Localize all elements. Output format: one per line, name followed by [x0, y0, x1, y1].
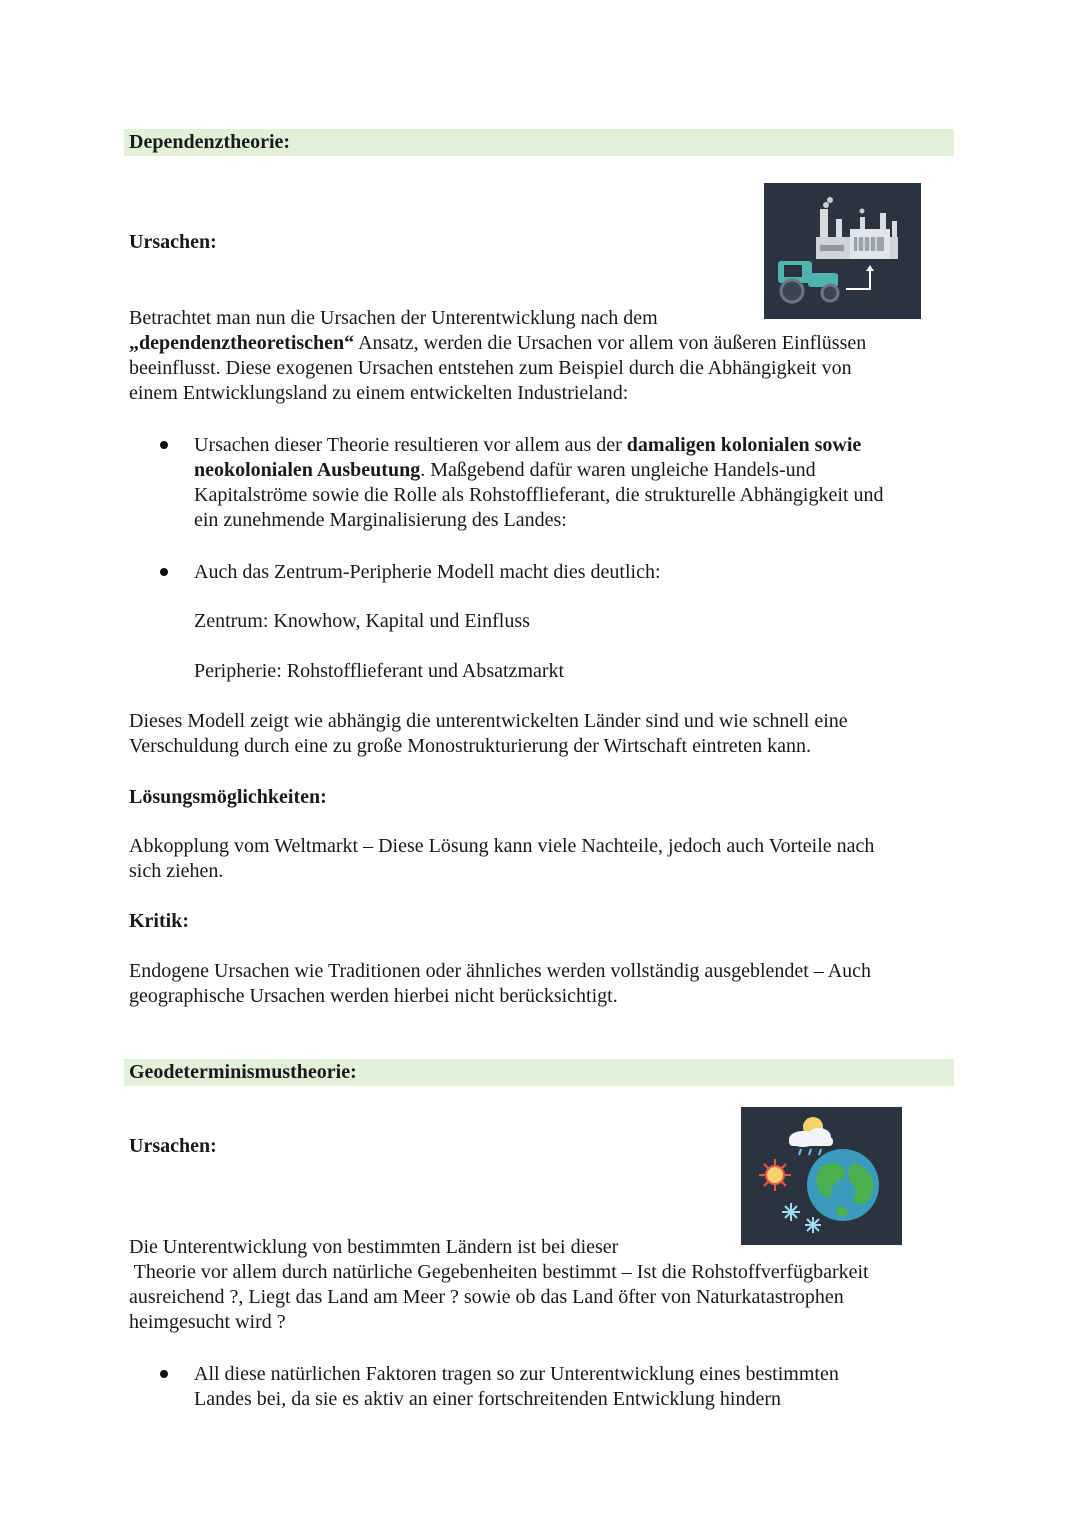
- peripherie-text: Peripherie: Rohstofflieferant und Absatzmarkt: [194, 660, 565, 682]
- loesung-line-1: Abkopplung vom Weltmarkt – Diese Lösung kann viele Nachteile, jedoch auch Vorteile nach: [129, 835, 875, 857]
- bullet1-line-2: [194, 458, 964, 483]
- bullet1-line-2-bold: neokolonialen Ausbeutung: [194, 459, 421, 481]
- intro2-line-3: ausreichend ?, Liegt das Land am Meer ? sowie ob das Land öfter von Naturkatastrophen: [129, 1286, 844, 1308]
- intro-line-2-rest: Ansatz, werden die Ursachen vor allem von äußeren Einflüssen: [354, 332, 867, 354]
- bullet1-line-4: ein zunehmende Marginalisierung des Landes:: [194, 509, 567, 531]
- intro-line-1: Betrachtet man nun die Ursachen der Unterentwicklung nach dem: [129, 307, 658, 329]
- bullet1-line-2-rest: . Maßgebend dafür waren ungleiche Handels-und: [420, 459, 816, 481]
- section-title: Dependenztheorie:: [129, 131, 291, 153]
- bullet-dot: [160, 1370, 168, 1378]
- ursachen-heading: Ursachen:: [129, 1135, 217, 1157]
- factory-tractor-icon: [764, 183, 921, 319]
- kritik-line-2: geographische Ursachen werden hierbei nicht berücksichtigt.: [129, 985, 618, 1007]
- section-heading-geodeterminismustheorie: [124, 1059, 954, 1086]
- bullet1-line-1-bold: damaligen kolonialen sowie: [626, 434, 862, 456]
- loesung-line-2: sich ziehen.: [129, 860, 224, 882]
- intro-line-4: einem Entwicklungsland zu einem entwickelten Industrieland:: [129, 382, 629, 404]
- intro-line-3: beeinflusst. Diese exogenen Ursachen entstehen zum Beispiel durch die Abhängigkeit von: [129, 357, 852, 379]
- kritik-heading: Kritik:: [129, 910, 189, 932]
- bullet-dot: [160, 568, 168, 576]
- kritik-line-1: Endogene Ursachen wie Traditionen oder ähnliches werden vollständig ausgeblendet – Auch: [129, 960, 872, 982]
- bullet1-line-1-pre: Ursachen dieser Theorie resultieren vor allem aus der: [194, 434, 627, 456]
- loesung-heading: Lösungsmöglichkeiten:: [129, 786, 327, 808]
- globe-weather-icon: [741, 1107, 902, 1245]
- bullet3-line-2: Landes bei, da sie es aktiv an einer fortschreitenden Entwicklung hindern: [194, 1388, 782, 1410]
- bullet1-line-3: Kapitalströme sowie die Rolle als Rohstofflieferant, die strukturelle Abhängigkeit und: [194, 484, 884, 506]
- zentrum-text: Zentrum: Knowhow, Kapital und Einfluss: [194, 610, 530, 632]
- bold-term: „dependenztheoretischen“: [129, 332, 355, 354]
- section-heading-dependenztheorie: [124, 129, 954, 156]
- bullet1-line-1: [194, 433, 964, 458]
- modell-line-1: Dieses Modell zeigt wie abhängig die unterentwickelten Länder sind und wie schnell eine: [129, 710, 848, 732]
- bullet3-line-1: All diese natürlichen Faktoren tragen so zur Unterentwicklung eines bestimmten: [194, 1363, 839, 1385]
- intro2-line-4: heimgesucht wird ?: [129, 1311, 286, 1333]
- bullet-dot: [160, 441, 168, 449]
- intro-line-2: [129, 331, 959, 356]
- modell-line-2: Verschuldung durch eine zu große Monostrukturierung der Wirtschaft eintreten kann.: [129, 735, 811, 757]
- intro2-line-1: Die Unterentwicklung von bestimmten Ländern ist bei dieser: [129, 1236, 619, 1258]
- ursachen-heading: Ursachen:: [129, 231, 217, 253]
- section-title: Geodeterminismustheorie:: [129, 1061, 357, 1083]
- bullet2-text: Auch das Zentrum-Peripherie Modell macht dies deutlich:: [194, 561, 661, 583]
- intro2-line-2: Theorie vor allem durch natürliche Gegebenheiten bestimmt – Ist die Rohstoffverfügbarkeit: [129, 1261, 869, 1283]
